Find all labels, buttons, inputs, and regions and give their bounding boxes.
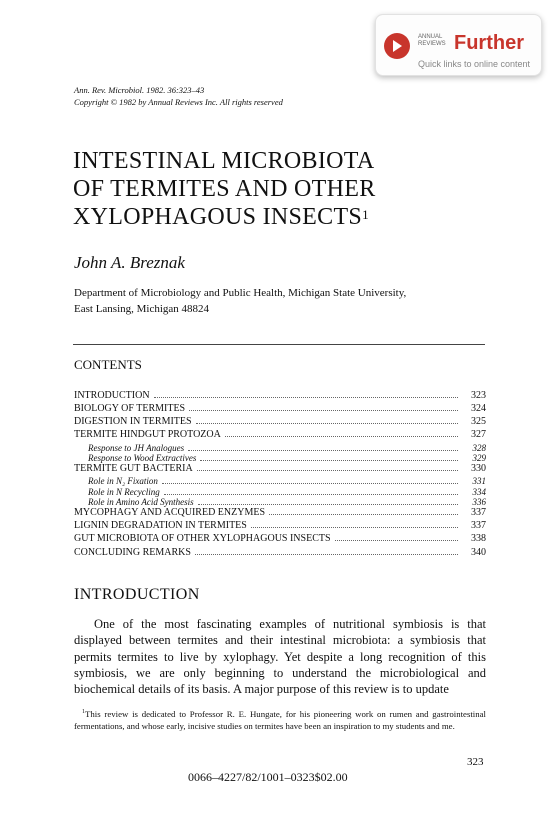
banner-small-line1: ANNUAL	[418, 34, 443, 40]
toc-entry-label: Response to Wood Extractives	[88, 452, 197, 463]
page-number: 323	[467, 756, 484, 768]
divider	[73, 344, 485, 345]
toc-entry-page: 337	[471, 520, 486, 532]
toc-entry-label: INTRODUCTION	[74, 390, 150, 401]
toc-entry-label: BIOLOGY OF TERMITES	[74, 403, 186, 415]
further-banner[interactable]	[375, 14, 542, 76]
toc-entry-page: 337	[471, 507, 486, 519]
toc-entry-label: Response to JH Analogues	[88, 442, 185, 453]
toc-entry-page: 329	[472, 452, 486, 463]
toc-entry[interactable]	[74, 443, 486, 453]
toc-entry[interactable]	[74, 547, 486, 560]
title-footnote-mark[interactable]: 1	[362, 207, 369, 222]
toc-leader-dots	[162, 476, 458, 484]
introduction-heading: INTRODUCTION	[74, 586, 200, 603]
toc-entry-label: MYCOPHAGY AND ACQUIRED ENZYMES	[74, 507, 266, 519]
affiliation-line-1: Department of Microbiology and Public Health, Michigan State University,	[74, 287, 407, 299]
copyright-line: Copyright © 1982 by Annual Reviews Inc. All rights reserved	[74, 97, 283, 107]
toc-entry-page: 336	[472, 496, 486, 507]
citation-line: Ann. Rev. Microbiol. 1982. 36:323–43	[74, 85, 205, 95]
toc-entry-label: LIGNIN DEGRADATION IN TERMITES	[74, 520, 247, 532]
toc-entry-label: DIGESTION IN TERMITES	[74, 416, 192, 428]
toc-leader-dots	[189, 403, 458, 411]
title-line-2: OF TERMITES AND OTHER	[73, 176, 376, 202]
toc-entry-label: TERMITE HINDGUT PROTOZOA	[74, 429, 221, 441]
footnote-mark: 1	[82, 709, 85, 715]
toc-entry[interactable]	[74, 390, 486, 403]
banner-subtitle: Quick links to online content	[418, 59, 531, 69]
toc-entry[interactable]	[74, 533, 486, 546]
toc-leader-dots	[196, 416, 458, 424]
toc-entry[interactable]	[74, 487, 486, 497]
banner-publisher	[418, 34, 446, 48]
toc-entry-label: CONCLUDING REMARKS	[74, 546, 191, 558]
toc-leader-dots	[198, 497, 458, 505]
toc-entry[interactable]	[74, 507, 486, 520]
toc-entry-page: 331	[472, 476, 486, 487]
affiliation	[74, 285, 406, 317]
toc-entry-label: Role in N₂ Fixation	[88, 476, 158, 487]
footnote-text: This review is dedicated to Professor R. E. Hungate, for his pioneering work on rumen and gastrointestinal fermentations, and whose early, incisive studies on termites have been an inspiration to my students and me.	[74, 708, 486, 731]
toc-leader-dots	[188, 443, 458, 451]
toc-entry[interactable]	[74, 403, 486, 416]
toc-entry-label: Role in Amino Acid Synthesis	[88, 496, 194, 507]
article-title	[73, 147, 376, 231]
toc-leader-dots	[269, 507, 458, 515]
toc-entry-page: 338	[471, 533, 486, 545]
author-name: John A. Breznak	[74, 253, 185, 272]
affiliation-line-2: East Lansing, Michigan 48824	[74, 303, 210, 315]
toc-leader-dots	[200, 453, 458, 461]
toc-entry-page: 328	[472, 442, 486, 453]
annual-reviews-logo-icon	[384, 33, 410, 59]
title-line-3-text: XYLOPHAGOUS INSECTS	[73, 204, 363, 230]
toc-entry[interactable]	[74, 520, 486, 533]
toc-leader-dots	[195, 547, 458, 555]
toc-entry[interactable]	[74, 429, 486, 442]
banner-small-line2: REVIEWS	[418, 41, 446, 47]
toc-entry-page: 330	[471, 463, 486, 475]
toc-leader-dots	[197, 463, 458, 471]
toc-entry-page: 323	[471, 390, 486, 401]
toc-leader-dots	[154, 390, 458, 398]
toc-leader-dots	[164, 487, 458, 495]
journal-citation	[74, 84, 283, 108]
footnote	[74, 706, 486, 732]
title-line-1: INTESTINAL MICROBIOTA	[73, 148, 375, 174]
toc-leader-dots	[335, 533, 458, 541]
toc-entry[interactable]	[74, 497, 486, 507]
toc-entry[interactable]	[74, 463, 486, 476]
contents-heading: CONTENTS	[74, 357, 142, 372]
toc-entry-page: 324	[471, 403, 486, 415]
toc-entry-label: GUT MICROBIOTA OF OTHER XYLOPHAGOUS INSECTS	[74, 533, 331, 545]
toc-leader-dots	[251, 520, 458, 528]
price-code: 0066–4227/82/1001–0323$02.00	[188, 770, 348, 784]
banner-brand: Further	[454, 32, 524, 54]
toc-entry[interactable]	[74, 453, 486, 463]
table-of-contents	[74, 390, 486, 560]
toc-entry[interactable]	[74, 476, 486, 486]
title-line-3	[73, 203, 376, 231]
toc-entry-label: Role in N Recycling	[88, 486, 160, 497]
toc-entry-page: 340	[471, 546, 486, 558]
toc-entry-page: 325	[471, 416, 486, 428]
toc-entry-label: TERMITE GUT BACTERIA	[74, 463, 193, 475]
toc-leader-dots	[225, 429, 458, 437]
introduction-paragraph: One of the most fascinating examples of nutritional symbiosis is that displayed between termites and their intestinal microbiota: a symbiosis that permits termites to live by xylophagy. Yet despite a long recognition of this symbiosis, we are only beginning to understand the microbiological and biochemical details of its basis. A major purpose of this review is to update	[74, 617, 486, 697]
toc-entry[interactable]	[74, 416, 486, 429]
toc-entry-page: 327	[471, 429, 486, 441]
toc-entry-page: 334	[472, 486, 486, 497]
